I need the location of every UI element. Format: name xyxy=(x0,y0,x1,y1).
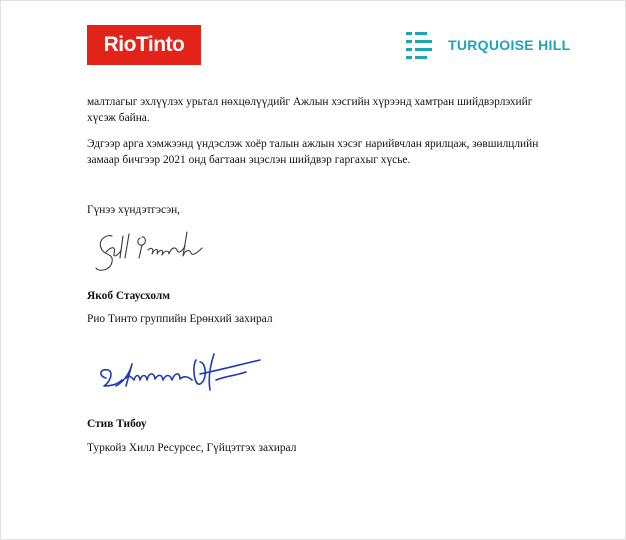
signatory-1-title: Рио Тинто группийн Ерөнхий захирал xyxy=(87,313,273,325)
signatory-1-name: Якоб Стаусхолм xyxy=(87,290,171,302)
paragraph-1-line-2: хүсэж байна. xyxy=(87,112,150,124)
rio-tinto-logo xyxy=(87,25,201,65)
signature-2-image xyxy=(96,350,264,398)
closing-salutation: Гүнээ хүндэтгэсэн, xyxy=(87,204,181,216)
signature-1-image xyxy=(92,228,217,276)
turquoise-hill-mark-icon xyxy=(406,31,432,59)
signatory-2-name: Стив Тибоу xyxy=(87,418,147,430)
rio-tinto-logo-text: RioTinto xyxy=(103,33,185,56)
signatory-2-title: Туркойз Хилл Ресурсес, Гүйцэтгэх захирал xyxy=(87,442,297,454)
paragraph-2-line-2: замаар бичгээр 2021 онд багтаан эцэслэн шийдвэр гаргахыг хүсье. xyxy=(87,154,411,166)
turquoise-hill-logo-text: TURQUOISE HILL xyxy=(448,37,571,53)
paragraph-2-line-1: Эдгээр арга хэмжээнд үндэслэж хоёр талын ажлын хэсэг нарийвчлан ярилцаж, зөвшилцлийн xyxy=(87,138,539,150)
paragraph-1-line-1: малтлагыг эхлүүлэх урьтал нөхцөлүүдийг Ажлын хэсгийн хүрээнд хамтран шийдвэрлэхийг xyxy=(87,96,533,108)
turquoise-hill-logo xyxy=(406,31,570,59)
